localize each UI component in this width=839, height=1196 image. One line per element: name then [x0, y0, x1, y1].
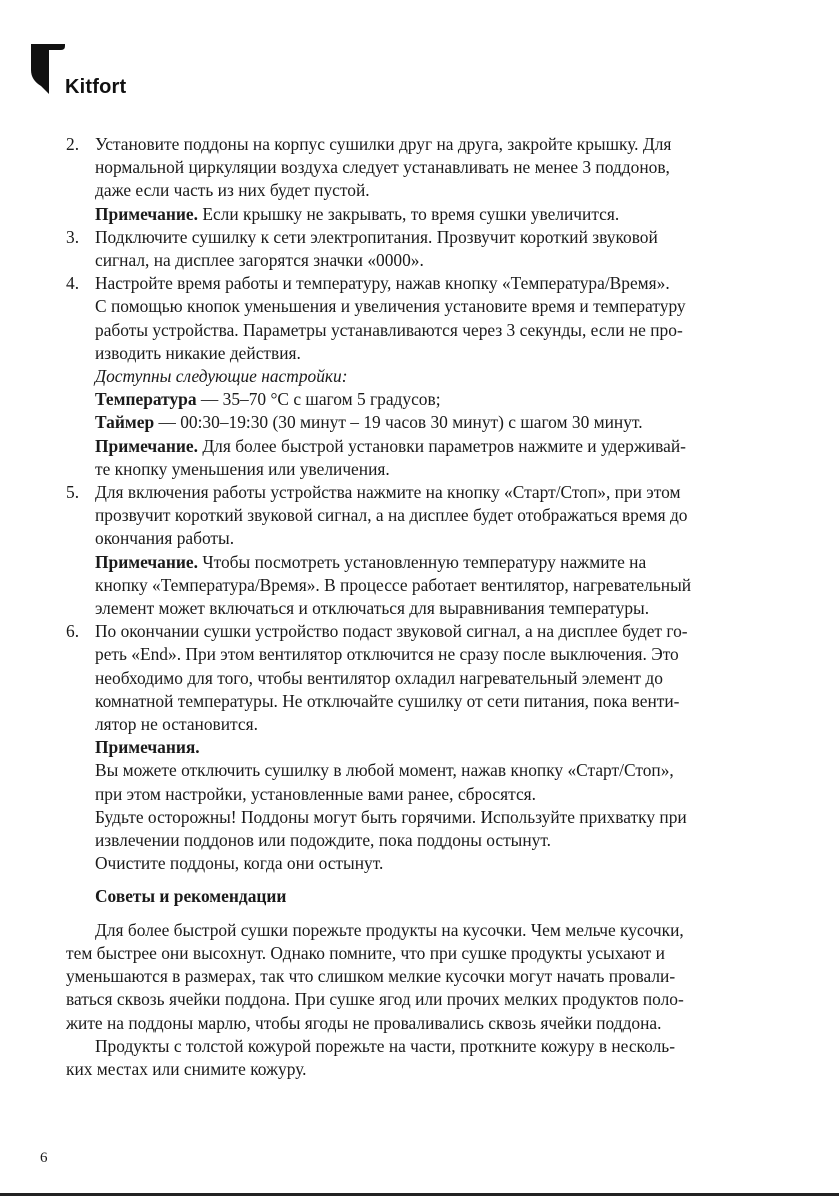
step-text-line: работы устройства. Параметры устанавливаются через 3 секунды, если не про-	[95, 319, 683, 340]
step-4	[66, 272, 782, 481]
step-text-line: Для включения работы устройства нажмите на кнопку «Старт/Стоп», при этом	[95, 482, 681, 503]
instruction-content	[66, 133, 782, 1081]
paragraph-line: ваться сквозь ячейки поддона. При сушке ягод или прочих мелких продуктов поло-	[66, 989, 684, 1010]
step-text-line: лятор не остановится.	[95, 714, 258, 735]
steps-list	[66, 133, 782, 876]
note-text-line: при этом настройки, установленные вами ранее, сбросятся.	[95, 783, 537, 804]
brand-name: Kitfort	[65, 76, 127, 98]
note-text: Если крышку не закрывать, то время сушки увеличится.	[197, 203, 620, 224]
kitfort-logo	[31, 40, 151, 100]
note-text: Для более быстрой установки параметров нажмите и удерживай-	[197, 435, 686, 456]
step-5	[66, 481, 782, 620]
paragraph-line: жите на поддоны марлю, чтобы ягоды не проваливались сквозь ячейки поддона.	[66, 1012, 662, 1033]
step-number: 5.	[66, 482, 80, 503]
step-text-line: нормальной циркуляции воздуха следует устанавливать не менее 3 поддонов,	[95, 157, 670, 178]
note	[95, 551, 782, 574]
tips-heading: Советы и рекомендации	[95, 885, 287, 906]
note-text-line: извлечении поддонов или подождите, пока поддоны остынут.	[95, 830, 552, 851]
paragraph-line: уменьшаются в размерах, так что слишком мелкие кусочки могут начать провали-	[66, 966, 676, 987]
setting-timer	[95, 411, 782, 434]
tips-paragraph-1	[66, 919, 782, 1035]
setting-value: — 00:30–19:30 (30 минут – 19 часов 30 минут) с шагом 30 минут.	[154, 412, 643, 433]
note	[95, 203, 782, 226]
step-number: 2.	[66, 134, 80, 154]
step-text-line: реть «End». При этом вентилятор отключится не сразу после выключения. Это	[95, 644, 679, 665]
step-2	[66, 133, 782, 226]
note-text-line: те кнопку уменьшения или увеличения.	[95, 458, 390, 479]
step-text-line: По окончании сушки устройство подаст звуковой сигнал, а на дисплее будет го-	[95, 621, 688, 642]
notes-label: Примечания.	[95, 737, 200, 758]
step-text-line: необходимо для того, чтобы вентилятор охладил нагревательный элемент до	[95, 667, 663, 688]
step-text-line: Настройте время работы и температуру, нажав кнопку «Температура/Время».	[95, 273, 670, 294]
note-label: Примечание.	[95, 203, 198, 224]
page-number: 6	[40, 1150, 48, 1166]
step-text-line: Подключите сушилку к сети электропитания. Прозвучит короткий звуковой	[95, 226, 658, 247]
step-text-line: С помощью кнопок уменьшения и увеличения установите время и температуру	[95, 296, 686, 317]
step-text-line: комнатной температуры. Не отключайте сушилку от сети питания, пока венти-	[95, 690, 680, 711]
step-text-line: прозвучит короткий звуковой сигнал, а на дисплее будет отображаться время до	[95, 505, 688, 526]
paragraph-line: тем быстрее они высохнут. Однако помните, что при сушке продукты усыхают и	[66, 942, 665, 963]
note	[95, 435, 782, 458]
step-number: 6.	[66, 621, 80, 642]
setting-temperature	[95, 388, 782, 411]
note-label: Примечание.	[95, 551, 198, 572]
step-text-line: окончания работы.	[95, 528, 235, 549]
setting-label: Таймер	[95, 412, 155, 433]
step-3	[66, 226, 782, 272]
tips-paragraph-2	[66, 1035, 782, 1081]
note-text-line: Будьте осторожны! Поддоны могут быть горячими. Используйте прихватку при	[95, 806, 687, 827]
note-text-line: Вы можете отключить сушилку в любой момент, нажав кнопку «Старт/Стоп»,	[95, 760, 674, 781]
note-text-line: элемент может включаться и отключаться для выравнивания температуры.	[95, 598, 650, 619]
note-text: Чтобы посмотреть установленную температуру нажмите на	[197, 551, 647, 572]
step-number: 3.	[66, 226, 80, 247]
step-text-line: даже если часть из них будет пустой.	[95, 180, 370, 201]
paragraph-line: ких местах или снимите кожуру.	[66, 1058, 307, 1079]
step-text-line: Установите поддоны на корпус сушилки друг на друга, закройте крышку. Для	[95, 134, 672, 154]
step-text-line: изводить никакие действия.	[95, 342, 301, 363]
paragraph-line: Продукты с толстой кожурой порежьте на части, проткните кожуру в несколь-	[95, 1035, 675, 1056]
step-6	[66, 620, 782, 875]
step-text-line: сигнал, на дисплее загорятся значки «0000».	[95, 250, 424, 271]
settings-heading: Доступны следующие настройки:	[95, 366, 348, 387]
setting-value: — 35–70 °C с шагом 5 градусов;	[196, 389, 441, 410]
paragraph-line: Для более быстрой сушки порежьте продукты на кусочки. Чем мельче кусочки,	[95, 919, 684, 940]
note-text-line: кнопку «Температура/Время». В процессе работает вентилятор, нагревательный	[95, 574, 692, 595]
step-number: 4.	[66, 273, 80, 294]
kitfort-logo-icon	[31, 40, 67, 100]
note-label: Примечание.	[95, 435, 198, 456]
setting-label: Температура	[95, 389, 197, 410]
note-text-line: Очистите поддоны, когда они остынут.	[95, 853, 384, 874]
